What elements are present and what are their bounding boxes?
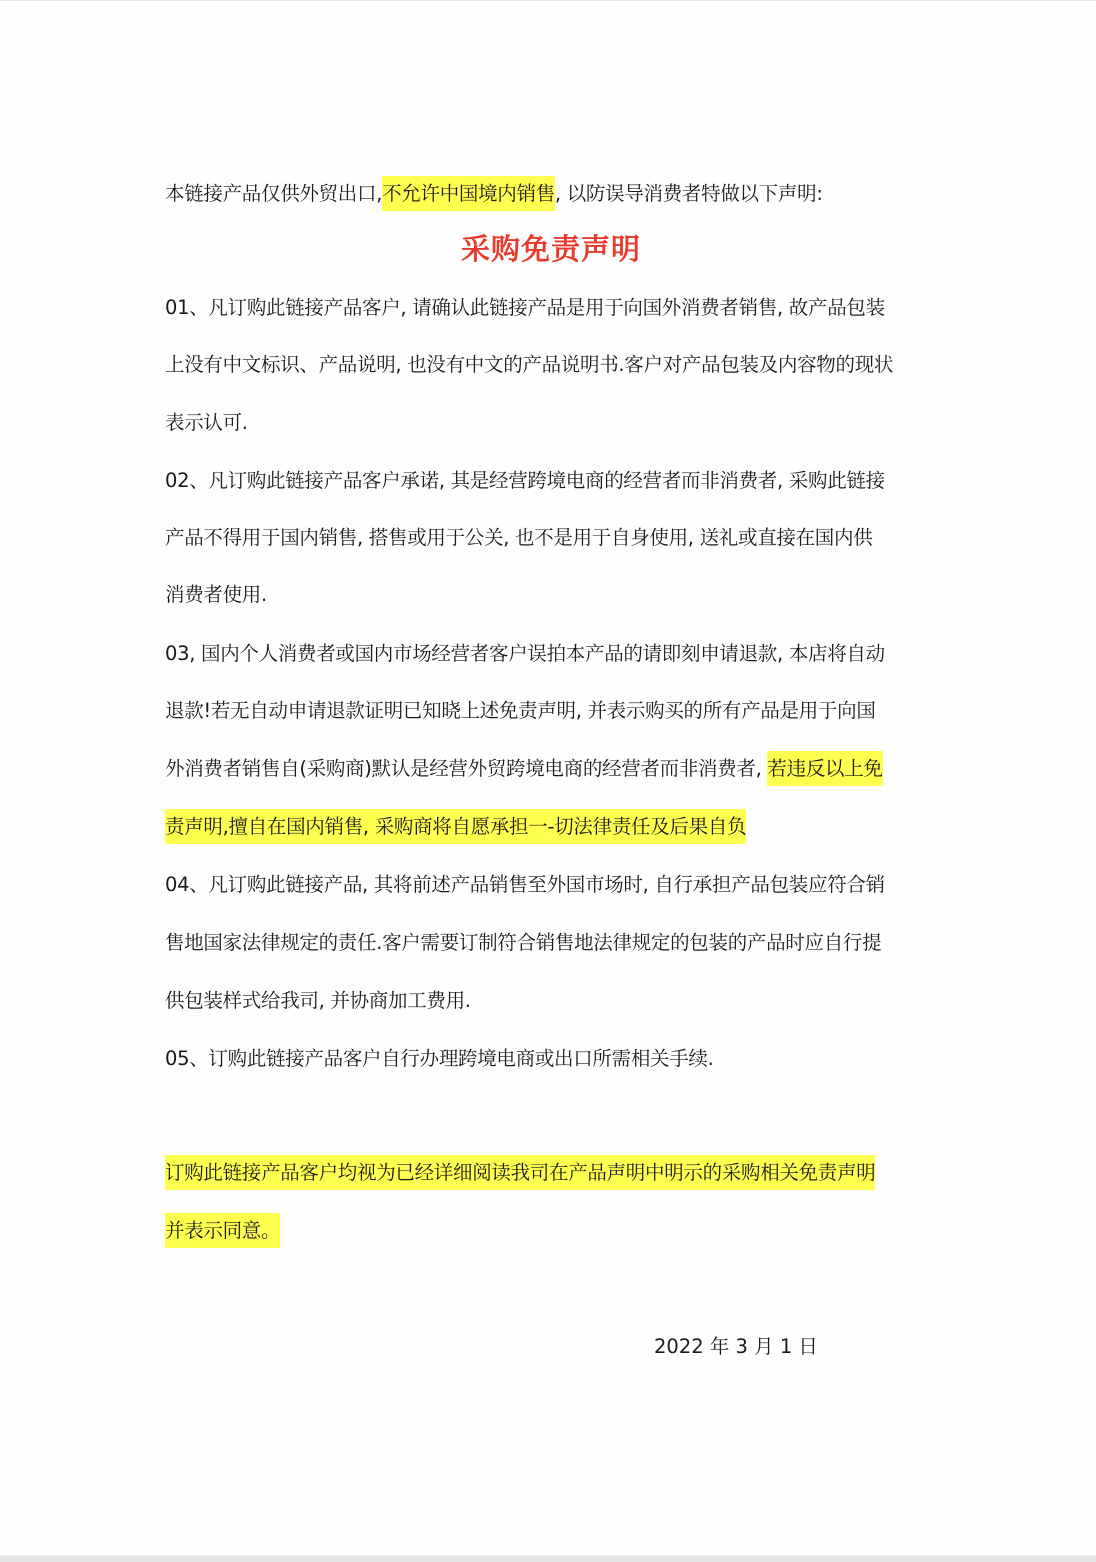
clause-01-line-1: 01、凡订购此链接产品客户, 请确认此链接产品是用于向国外消费者销售, 故产品包装	[165, 296, 885, 319]
clause-03-highlight-end: 责声明,擅自在国内销售, 采购商将自愿承担一-切法律责任及后果自负	[165, 809, 746, 844]
clause-04-line-1: 04、凡订购此链接产品, 其将前述产品销售至外国市场时, 自行承担产品包装应符合销	[165, 873, 885, 896]
clause-03-line-2: 退款!若无自动申请退款证明已知晓上述免责声明, 并表示购买的所有产品是用于向国	[165, 699, 876, 722]
closing-line-2	[165, 1214, 280, 1248]
document-title: 采购免责声明	[460, 232, 641, 266]
clause-03-line-3	[165, 752, 883, 786]
clause-05-line-1: 05、订购此链接产品客户自行办理跨境电商或出口所需相关手续.	[165, 1047, 714, 1070]
intro-text-after: , 以防误导消费者特做以下声明:	[554, 182, 823, 205]
clause-01-line-2: 上没有中文标识、产品说明, 也没有中文的产品说明书.客户对产品包装及内容物的现状	[165, 353, 894, 376]
page-top-border	[0, 0, 1096, 1]
closing-highlight-1: 订购此链接产品客户均视为已经详细阅读我司在产品声明中明示的采购相关免责声明	[165, 1155, 875, 1190]
clause-03-line-1: 03, 国内个人消费者或国内市场经营者客户误拍本产品的请即刻申请退款, 本店将自动	[165, 642, 885, 665]
clause-01-line-3: 表示认可.	[165, 411, 248, 434]
page-bottom-edge	[0, 1555, 1096, 1562]
intro-highlight: 不允许中国境内销售	[382, 176, 555, 211]
clause-02-line-3: 消费者使用.	[165, 583, 267, 606]
clause-04-line-2: 售地国家法律规定的责任.客户需要订制符合销售地法律规定的包装的产品时应自行提	[165, 931, 882, 954]
clause-03-line-4	[165, 810, 746, 844]
clause-03-highlight-start: 若违反以上免	[767, 751, 882, 786]
clause-04-line-3: 供包装样式给我司, 并协商加工费用.	[165, 989, 471, 1012]
intro-text: 本链接产品仅供外贸出口,	[165, 182, 383, 205]
intro-statement	[165, 177, 823, 211]
clause-02-line-2: 产品不得用于国内销售, 搭售或用于公关, 也不是用于自身使用, 送礼或直接在国内供	[165, 526, 873, 549]
document-date: 2022 年 3 月 1 日	[654, 1335, 818, 1358]
closing-line-1	[165, 1156, 875, 1190]
clause-03-line-3-text: 外消费者销售自(采购商)默认是经营外贸跨境电商的经营者而非消费者,	[165, 757, 768, 780]
closing-highlight-2: 并表示同意。	[165, 1213, 280, 1248]
clause-02-line-1: 02、凡订购此链接产品客户承诺, 其是经营跨境电商的经营者而非消费者, 采购此链接	[165, 469, 885, 492]
